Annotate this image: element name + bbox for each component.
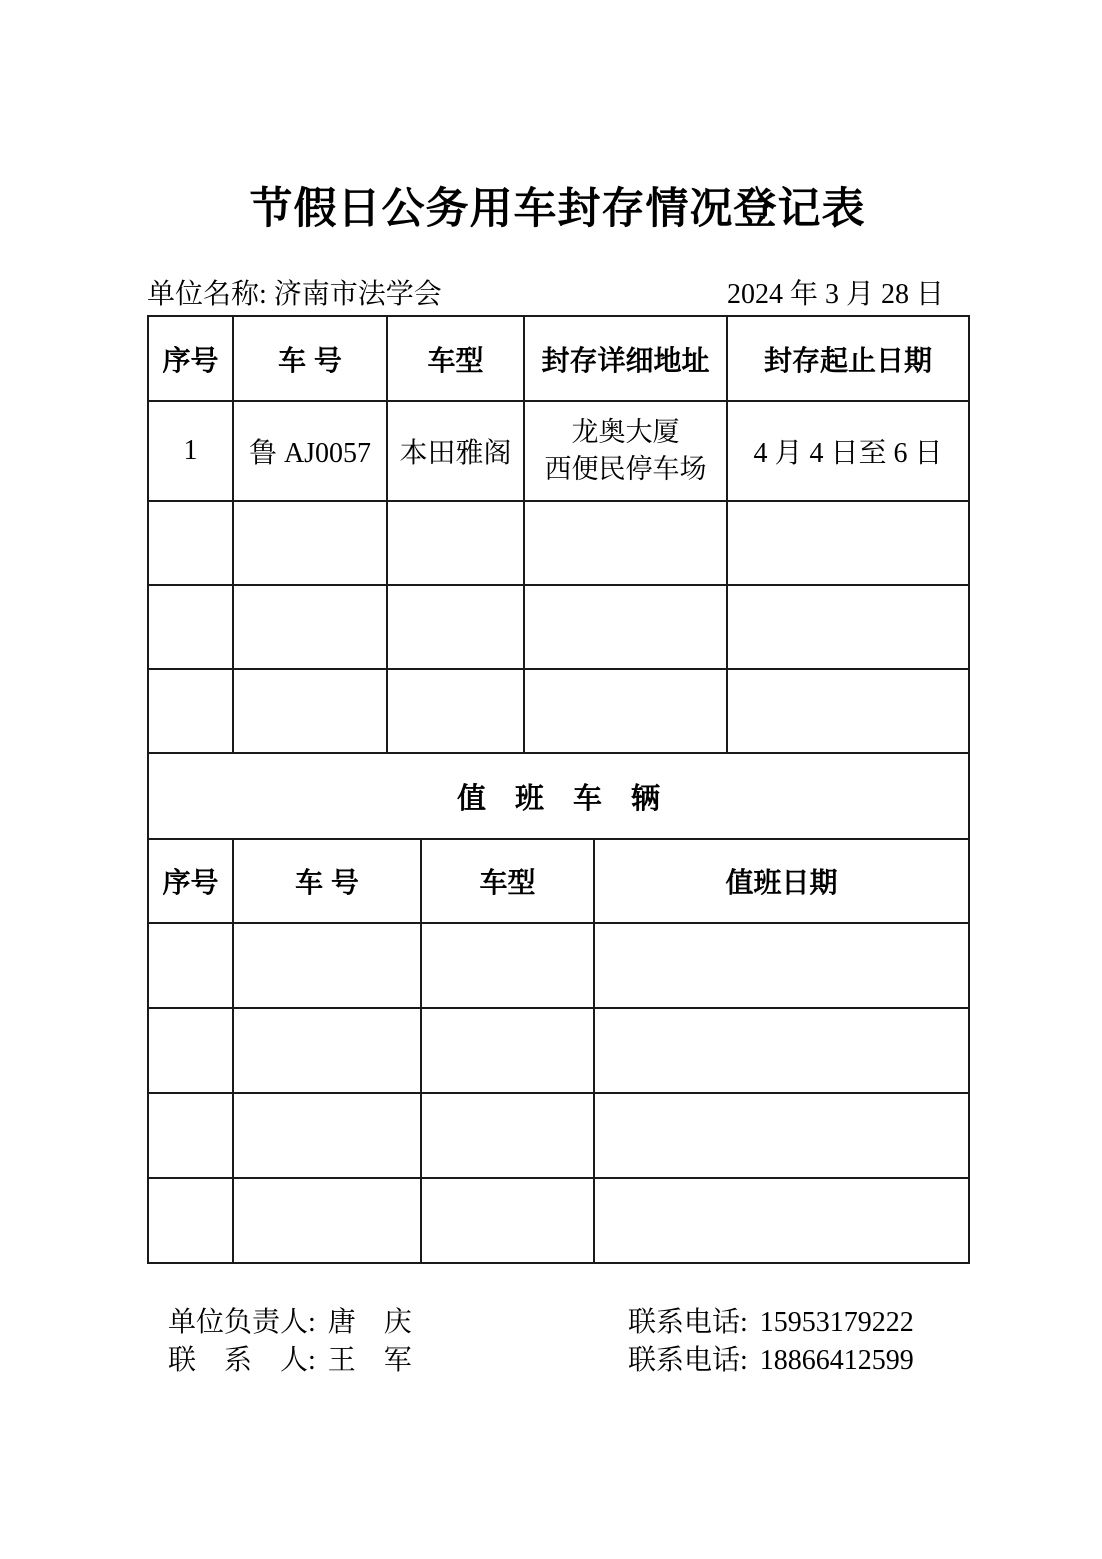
empty-cell (233, 1008, 421, 1093)
empty-cell (148, 1093, 233, 1178)
empty-cell (387, 669, 524, 753)
cell-plate: 鲁 AJ0057 (233, 401, 387, 501)
contact-person-line (168, 1342, 608, 1380)
empty-cell (233, 923, 421, 1008)
manager-line (168, 1304, 608, 1342)
seal-col-period: 封存起止日期 (727, 316, 969, 401)
duty-section-banner-row (148, 753, 969, 839)
manager-name: 唐 庆 (327, 1307, 412, 1338)
empty-cell (421, 1008, 594, 1093)
empty-cell (594, 923, 969, 1008)
phone-2-label: 联系电话: (628, 1345, 748, 1376)
report-date: 2024 年 3 月 28 日 (726, 279, 944, 310)
seal-table-header-row (148, 316, 969, 401)
unit-name-value: 济南市法学会 (273, 279, 442, 310)
empty-cell (727, 501, 969, 585)
phone-1-label: 联系电话: (628, 1307, 748, 1338)
empty-cell (148, 1008, 233, 1093)
manager-label: 单位负责人: (168, 1307, 316, 1338)
empty-cell (594, 1178, 969, 1263)
unit-name-label: 单位名称: (147, 279, 267, 310)
empty-cell (594, 1008, 969, 1093)
empty-cell (421, 1178, 594, 1263)
seal-table-row-1 (148, 401, 969, 501)
unit-name-line (147, 278, 442, 312)
contact-person-label: 联 系 人: (168, 1345, 316, 1376)
duty-table (147, 752, 970, 1264)
duty-section-title: 值 班 车 辆 (148, 753, 969, 839)
empty-cell (233, 1093, 421, 1178)
cell-address (524, 401, 727, 501)
empty-cell (148, 923, 233, 1008)
empty-cell (148, 1178, 233, 1263)
duty-col-seq: 序号 (148, 839, 233, 923)
duty-table-header-row (148, 839, 969, 923)
info-line (147, 278, 968, 312)
empty-cell (421, 1093, 594, 1178)
seal-table (147, 315, 970, 754)
seal-col-plate: 车 号 (233, 316, 387, 401)
phone-line-1 (628, 1304, 914, 1342)
duty-table-empty-row (148, 1178, 969, 1263)
duty-table-empty-row (148, 1008, 969, 1093)
footer-phones-block (628, 1304, 914, 1380)
duty-col-model: 车型 (421, 839, 594, 923)
seal-table-empty-row (148, 501, 969, 585)
empty-cell (727, 669, 969, 753)
seal-col-address: 封存详细地址 (524, 316, 727, 401)
empty-cell (421, 923, 594, 1008)
seal-table-empty-row (148, 585, 969, 669)
page-title: 节假日公务用车封存情况登记表 (249, 186, 866, 233)
phone-1-number: 15953179222 (759, 1307, 914, 1338)
document-content (147, 0, 968, 1380)
empty-cell (594, 1093, 969, 1178)
empty-cell (387, 501, 524, 585)
duty-table-empty-row (148, 923, 969, 1008)
empty-cell (524, 501, 727, 585)
phone-line-2 (628, 1342, 914, 1380)
empty-cell (233, 501, 387, 585)
empty-cell (387, 585, 524, 669)
duty-col-date: 值班日期 (594, 839, 969, 923)
address-line-2: 西便民停车场 (544, 454, 707, 484)
address-line-1: 龙奥大厦 (571, 417, 680, 447)
footer-contacts (147, 1304, 968, 1380)
phone-2-number: 18866412599 (759, 1345, 914, 1376)
empty-cell (148, 669, 233, 753)
seal-col-seq: 序号 (148, 316, 233, 401)
cell-period: 4 月 4 日至 6 日 (727, 401, 969, 501)
empty-cell (233, 585, 387, 669)
empty-cell (148, 501, 233, 585)
empty-cell (524, 669, 727, 753)
seal-table-empty-row (148, 669, 969, 753)
empty-cell (524, 585, 727, 669)
duty-table-empty-row (148, 1093, 969, 1178)
empty-cell (233, 1178, 421, 1263)
footer-names-block (168, 1304, 608, 1380)
cell-model: 本田雅阁 (387, 401, 524, 501)
contact-person-name: 王 军 (327, 1345, 412, 1376)
cell-seq: 1 (148, 401, 233, 501)
empty-cell (233, 669, 387, 753)
empty-cell (727, 585, 969, 669)
seal-col-model: 车型 (387, 316, 524, 401)
duty-col-plate: 车 号 (233, 839, 421, 923)
empty-cell (148, 585, 233, 669)
